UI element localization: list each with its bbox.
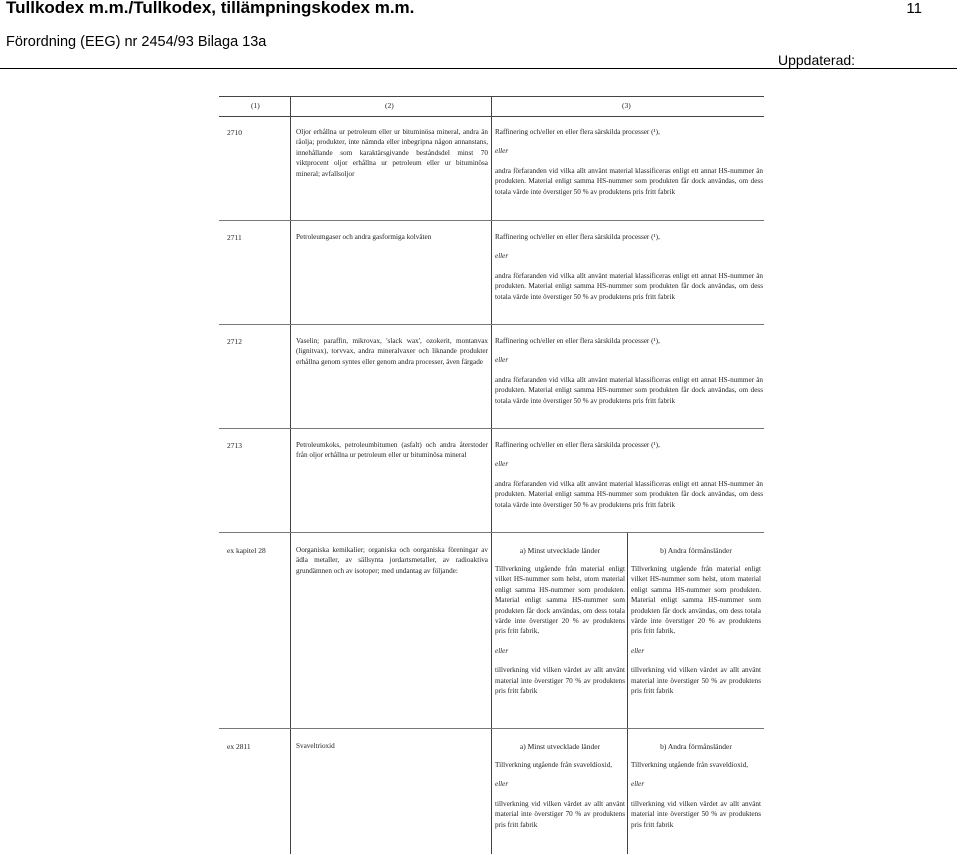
rule-main: Raffinering och/eller en eller flera särskilda processer (¹), [495,441,660,449]
subcolumn-heading-b: b) Andra förmånsländer [660,742,732,751]
header-divider [0,68,957,69]
rule-or: eller [495,356,509,365]
rule-or: eller [495,252,509,261]
rule-alternative: tillverkning vid vilken värdet av allt använt material inte överstiger 70 % av produktens pris fritt fabrik [495,799,625,829]
row-rule [219,428,764,429]
row-code: ex kapitel 28 [227,546,266,555]
column-number-2: (2) [385,101,394,110]
document-title: Tullkodex m.m./Tullkodex, tillämpningskodex m.m. [6,0,415,17]
rule-alternative: andra förfaranden vid vilka allt använt material klassificeras enligt ett annat HS-nummer än produkten. Material enligt samma HS-nummer som produkten får dock användas, om dess totala värde inte överstiger 50 % av produktens pris fritt fabrik [495,375,763,405]
row-description: Petroleumkoks, petroleumbitumen (asfalt) och andra återstoder från oljor erhållna ur petroleum eller ur bituminösa mineral [296,441,488,460]
rule-or: eller [495,646,509,655]
row-code: ex 2811 [227,742,251,751]
row-rule-text [495,336,763,406]
rule-or: eller [631,646,645,655]
rule-or: eller [631,780,645,789]
rule-or: eller [495,147,509,156]
row-code: 2711 [227,233,242,242]
rule-alternative: andra förfaranden vid vilka allt använt material klassificeras enligt ett annat HS-nummer än produkten. Material enligt samma HS-nummer som produkten får dock användas, om dess totala värde inte överstiger 50 % av produktens pris fritt fabrik [495,479,763,509]
annex-table [219,96,764,854]
subcolumn-heading-b: b) Andra förmånsländer [660,546,732,555]
column-divider-3 [627,532,628,854]
updated-label: Uppdaterad: [778,52,856,68]
rule-or: eller [495,460,509,469]
subcolumn-heading-a: a) Minst utvecklade länder [519,546,601,555]
rule-main: Tillverkning utgående från svaveldioxid, [495,761,613,769]
subcolumn-b-text [631,564,761,696]
rule-main: Tillverkning utgående från material enligt vilket HS-nummer som helst, utom material enligt samma HS-nummer som produkten. Material enligt samma HS-nummer som produkten får dock användas, om dess totala värde inte överstiger 20 % av produktens pris fritt fabrik, [631,565,761,636]
row-rule [219,532,764,533]
column-number-3: (3) [622,101,631,110]
row-description: Oljor erhållna ur petroleum eller ur bituminösa mineral, andra än råolja; produkter, inte nämnda eller inbegripna någon annanstans, innehållande som karaktärsgivande beståndsdel minst 70 viktprocent oljor erhållna ur petroleum eller ur bituminösa mineral; avfallsoljor [296,128,488,178]
rule-alternative: andra förfaranden vid vilka allt använt material klassificeras enligt ett annat HS-nummer än produkten. Material enligt samma HS-nummer som produkten får dock användas, om dess totala värde inte överstiger 50 % av produktens pris fritt fabrik [495,166,763,196]
row-description: Svaveltrioxid [296,742,335,750]
column-divider-2 [491,96,492,854]
row-description: Petroleumgaser och andra gasformiga kolväten [296,233,432,241]
row-rule-text [495,232,763,302]
rule-main: Raffinering och/eller en eller flera särskilda processer (¹), [495,337,660,345]
page-number: 11 [906,0,922,17]
row-description: Oorganiska kemikalier; organiska och oorganiska föreningar av ädla metaller, av sällsynta jordartsmetaller, av radioaktiva grundämnen och av isotoper; med undantag av följande: [296,546,488,575]
row-code: 2710 [227,128,242,137]
row-rule [219,324,764,325]
subcolumn-heading-a: a) Minst utvecklade länder [519,742,601,751]
row-rule-text [495,440,763,510]
rule-alternative: andra förfaranden vid vilka allt använt material klassificeras enligt ett annat HS-nummer än produkten. Material enligt samma HS-nummer som produkten får dock användas, om dess totala värde inte överstiger 50 % av produktens pris fritt fabrik [495,271,763,301]
rule-main: Raffinering och/eller en eller flera särskilda processer (¹), [495,128,660,136]
rule-alternative: tillverkning vid vilken värdet av allt använt material inte överstiger 50 % av produktens pris fritt fabrik [631,799,761,829]
subcolumn-a-text [495,760,625,830]
document-subtitle: Förordning (EEG) nr 2454/93 Bilaga 13a [6,34,267,50]
row-code: 2712 [227,337,242,346]
row-rule-text [495,127,763,197]
rule-main: Raffinering och/eller en eller flera särskilda processer (¹), [495,233,660,241]
rule-alternative: tillverkning vid vilken värdet av allt använt material inte överstiger 50 % av produktens pris fritt fabrik [631,666,761,696]
column-number-1: (1) [251,101,260,110]
row-code: 2713 [227,441,242,450]
subcolumn-a-text [495,564,625,696]
rule-alternative: tillverkning vid vilken värdet av allt använt material inte överstiger 70 % av produktens pris fritt fabrik [495,666,625,696]
row-rule [219,728,764,729]
row-rule [219,220,764,221]
rule-main: Tillverkning utgående från material enligt vilket HS-nummer som helst, utom material enligt samma HS-nummer som produkten. Material enligt samma HS-nummer som produkten får dock användas, om dess totala värde inte överstiger 20 % av produktens pris fritt fabrik, [495,565,625,636]
rule-main: Tillverkning utgående från svaveldioxid, [631,761,749,769]
row-description: Vaselin; paraffin, mikrovax, 'slack wax', ozokerit, montanvax (lignitvax), torvvax, andra mineralvaxer och liknande produkter erhållna genom syntes eller genom andra processer, även färgade [296,337,488,366]
subcolumn-b-text [631,760,761,830]
rule-or: eller [495,780,509,789]
column-divider-1 [290,96,291,854]
